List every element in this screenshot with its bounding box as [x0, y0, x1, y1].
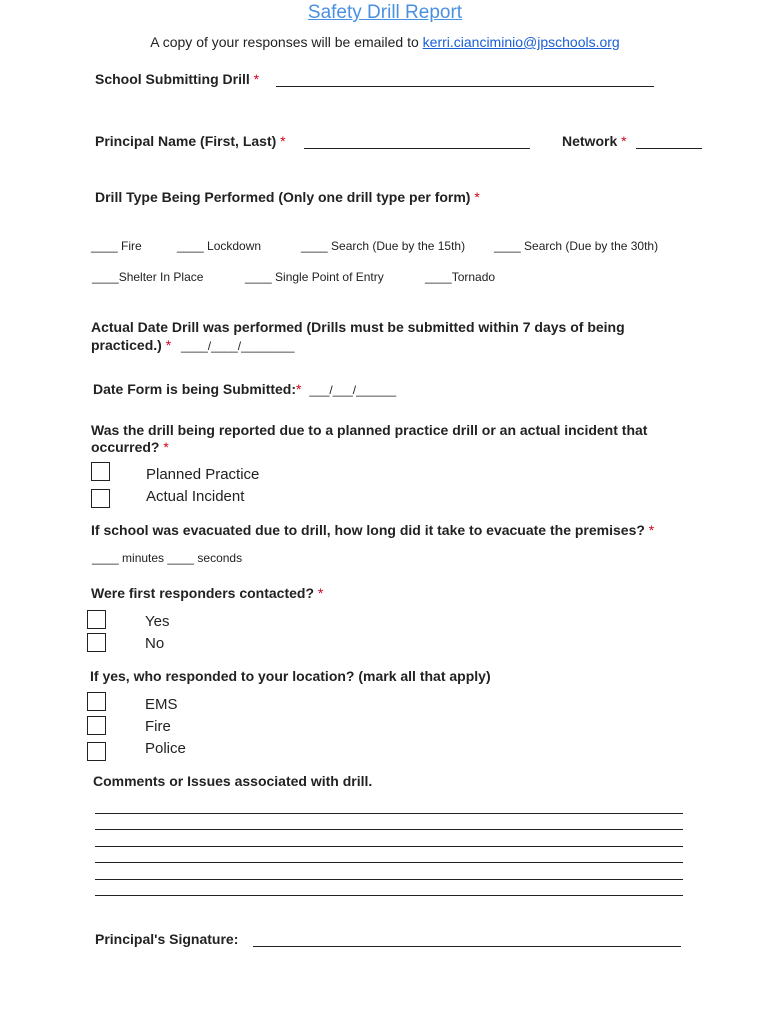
responders-yes-checkbox[interactable] [87, 610, 106, 629]
network-label: Network [562, 133, 618, 149]
school-label: School Submitting Drill [95, 71, 250, 87]
drill-option-fire[interactable]: ____ Fire [91, 239, 142, 253]
required-marker: * [317, 585, 324, 601]
required-marker: * [163, 439, 169, 455]
actual-incident-label: Actual Incident [146, 488, 245, 505]
police-label: Police [145, 740, 186, 757]
drill-reason-question-line1: Was the drill being reported due to a planned practice drill or an actual incident that [91, 422, 648, 438]
drill-option-single-entry[interactable]: ____ Single Point of Entry [245, 270, 384, 284]
required-marker: * [253, 71, 260, 87]
principal-question [95, 133, 286, 149]
principal-label: Principal Name (First, Last) [95, 133, 277, 149]
comment-line[interactable] [95, 829, 683, 830]
signature-label: Principal's Signature: [95, 931, 239, 947]
submit-date-question [93, 381, 396, 397]
drill-option-search-15th[interactable]: ____ Search (Due by the 15th) [301, 239, 466, 253]
planned-practice-checkbox[interactable] [91, 462, 110, 481]
who-responded-question: If yes, who responded to your location? (mark all that apply) [90, 668, 491, 684]
actual-date-question-line2 [91, 337, 295, 353]
evacuation-question [91, 522, 654, 538]
school-input-line[interactable] [276, 86, 654, 87]
actual-date-question-line1: Actual Date Drill was performed (Drills must be submitted within 7 days of being [91, 319, 625, 335]
drill-option-search-30th[interactable]: ____ Search (Due by the 30th) [494, 239, 659, 253]
actual-date-label: practiced.) [91, 337, 162, 353]
first-responders-question [91, 585, 323, 601]
required-marker: * [621, 133, 627, 149]
required-marker: * [296, 381, 302, 397]
required-marker: * [474, 189, 480, 205]
comment-line[interactable] [95, 813, 683, 814]
ems-label: EMS [145, 696, 178, 713]
drill-type-question [95, 189, 480, 205]
planned-practice-label: Planned Practice [146, 466, 260, 483]
required-marker: * [280, 133, 286, 149]
first-responders-label: Were first responders contacted? [91, 585, 315, 601]
ems-checkbox[interactable] [87, 692, 106, 711]
email-notice-text: A copy of your responses will be emailed to [150, 34, 423, 50]
network-input-line[interactable] [636, 148, 702, 149]
comments-question: Comments or Issues associated with drill. [93, 773, 373, 789]
responders-yes-label: Yes [145, 613, 170, 630]
evacuation-label: If school was evacuated due to drill, how long did it take to evacuate the premises? [91, 522, 645, 538]
school-question [95, 71, 259, 87]
email-notice [0, 34, 770, 50]
form-title: Safety Drill Report [307, 2, 463, 23]
comment-line[interactable] [95, 846, 683, 847]
drill-option-lockdown[interactable]: ____ Lockdown [177, 239, 262, 253]
email-link[interactable]: kerri.cianciminio@jpschools.org [422, 34, 620, 50]
drill-option-shelter[interactable]: ____Shelter In Place [92, 270, 204, 284]
actual-incident-checkbox[interactable] [91, 489, 110, 508]
submit-date-label: Date Form is being Submitted: [93, 381, 297, 397]
submit-date-blank[interactable]: ___/___/______ [309, 383, 397, 397]
responders-no-checkbox[interactable] [87, 633, 106, 652]
drill-type-label: Drill Type Being Performed (Only one drill type per form) [95, 189, 471, 205]
police-checkbox[interactable] [87, 742, 106, 761]
required-marker: * [165, 337, 172, 353]
actual-date-blank[interactable]: ____/____/________ [181, 339, 295, 353]
drill-reason-question-line2 [91, 439, 169, 455]
evacuation-time-blank[interactable]: ____ minutes ____ seconds [92, 551, 243, 565]
signature-input-line[interactable] [253, 946, 681, 947]
responders-no-label: No [145, 635, 165, 652]
drill-option-tornado[interactable]: ____Tornado [425, 270, 496, 284]
fire-label: Fire [145, 718, 171, 735]
required-marker: * [648, 522, 655, 538]
comment-line[interactable] [95, 895, 683, 896]
network-question [562, 133, 627, 149]
fire-checkbox[interactable] [87, 716, 106, 735]
comment-line[interactable] [95, 862, 683, 863]
principal-input-line[interactable] [304, 148, 530, 149]
comment-line[interactable] [95, 879, 683, 880]
drill-reason-label: occurred? [91, 439, 160, 455]
